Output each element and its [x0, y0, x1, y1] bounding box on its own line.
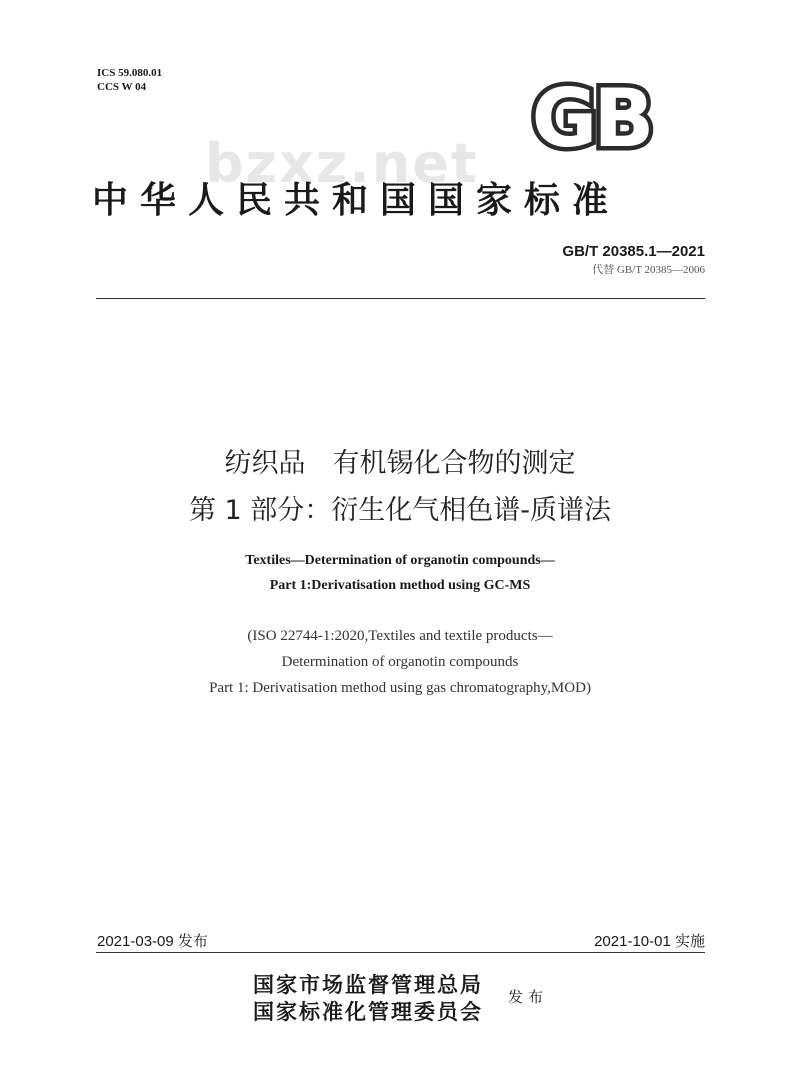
english-title-line-2: Part 1:Derivatisation method using GC-MS — [269, 578, 531, 593]
issuer-line-2: 国家标准化管理委员会 — [253, 999, 483, 1024]
chinese-title-line-1: 纺织品 有机锡化合物的测定 — [224, 448, 576, 479]
english-title-line-1: Textiles—Determination of organotin compounds— — [245, 553, 555, 568]
implementation-date: 2021-10-01 实施 — [594, 933, 705, 950]
issue-date: 2021-03-09 发布 — [97, 933, 208, 950]
national-standard-title: 中华人民共和国国家标准 — [92, 179, 621, 221]
standard-number: GB/T 20385.1—2021 — [562, 243, 705, 260]
ccs-code: CCS W 04 — [97, 81, 147, 93]
iso-reference-line-2: Determination of organotin compounds — [281, 654, 519, 670]
watermark: bzxz.net — [205, 132, 479, 195]
footer-divider — [96, 952, 705, 953]
replaces-standard: 代替 GB/T 20385—2006 — [592, 264, 705, 276]
ics-code: ICS 59.080.01 — [97, 67, 163, 79]
classification-codes — [97, 66, 162, 94]
gb-logo — [517, 80, 665, 152]
publish-label: 发布 — [508, 988, 549, 1006]
iso-reference-line-1: (ISO 22744-1:2020,Textiles and textile products— — [247, 628, 553, 644]
issuer-line-1: 国家市场监督管理总局 — [253, 972, 483, 997]
header-divider — [96, 298, 705, 299]
gb-logo-text: GB — [531, 80, 651, 152]
iso-reference-line-3: Part 1: Derivatisation method using gas chromatography,MOD) — [209, 680, 591, 696]
chinese-title-line-2: 第 1 部分：衍生化气相色谱-质谱法 — [188, 495, 612, 526]
